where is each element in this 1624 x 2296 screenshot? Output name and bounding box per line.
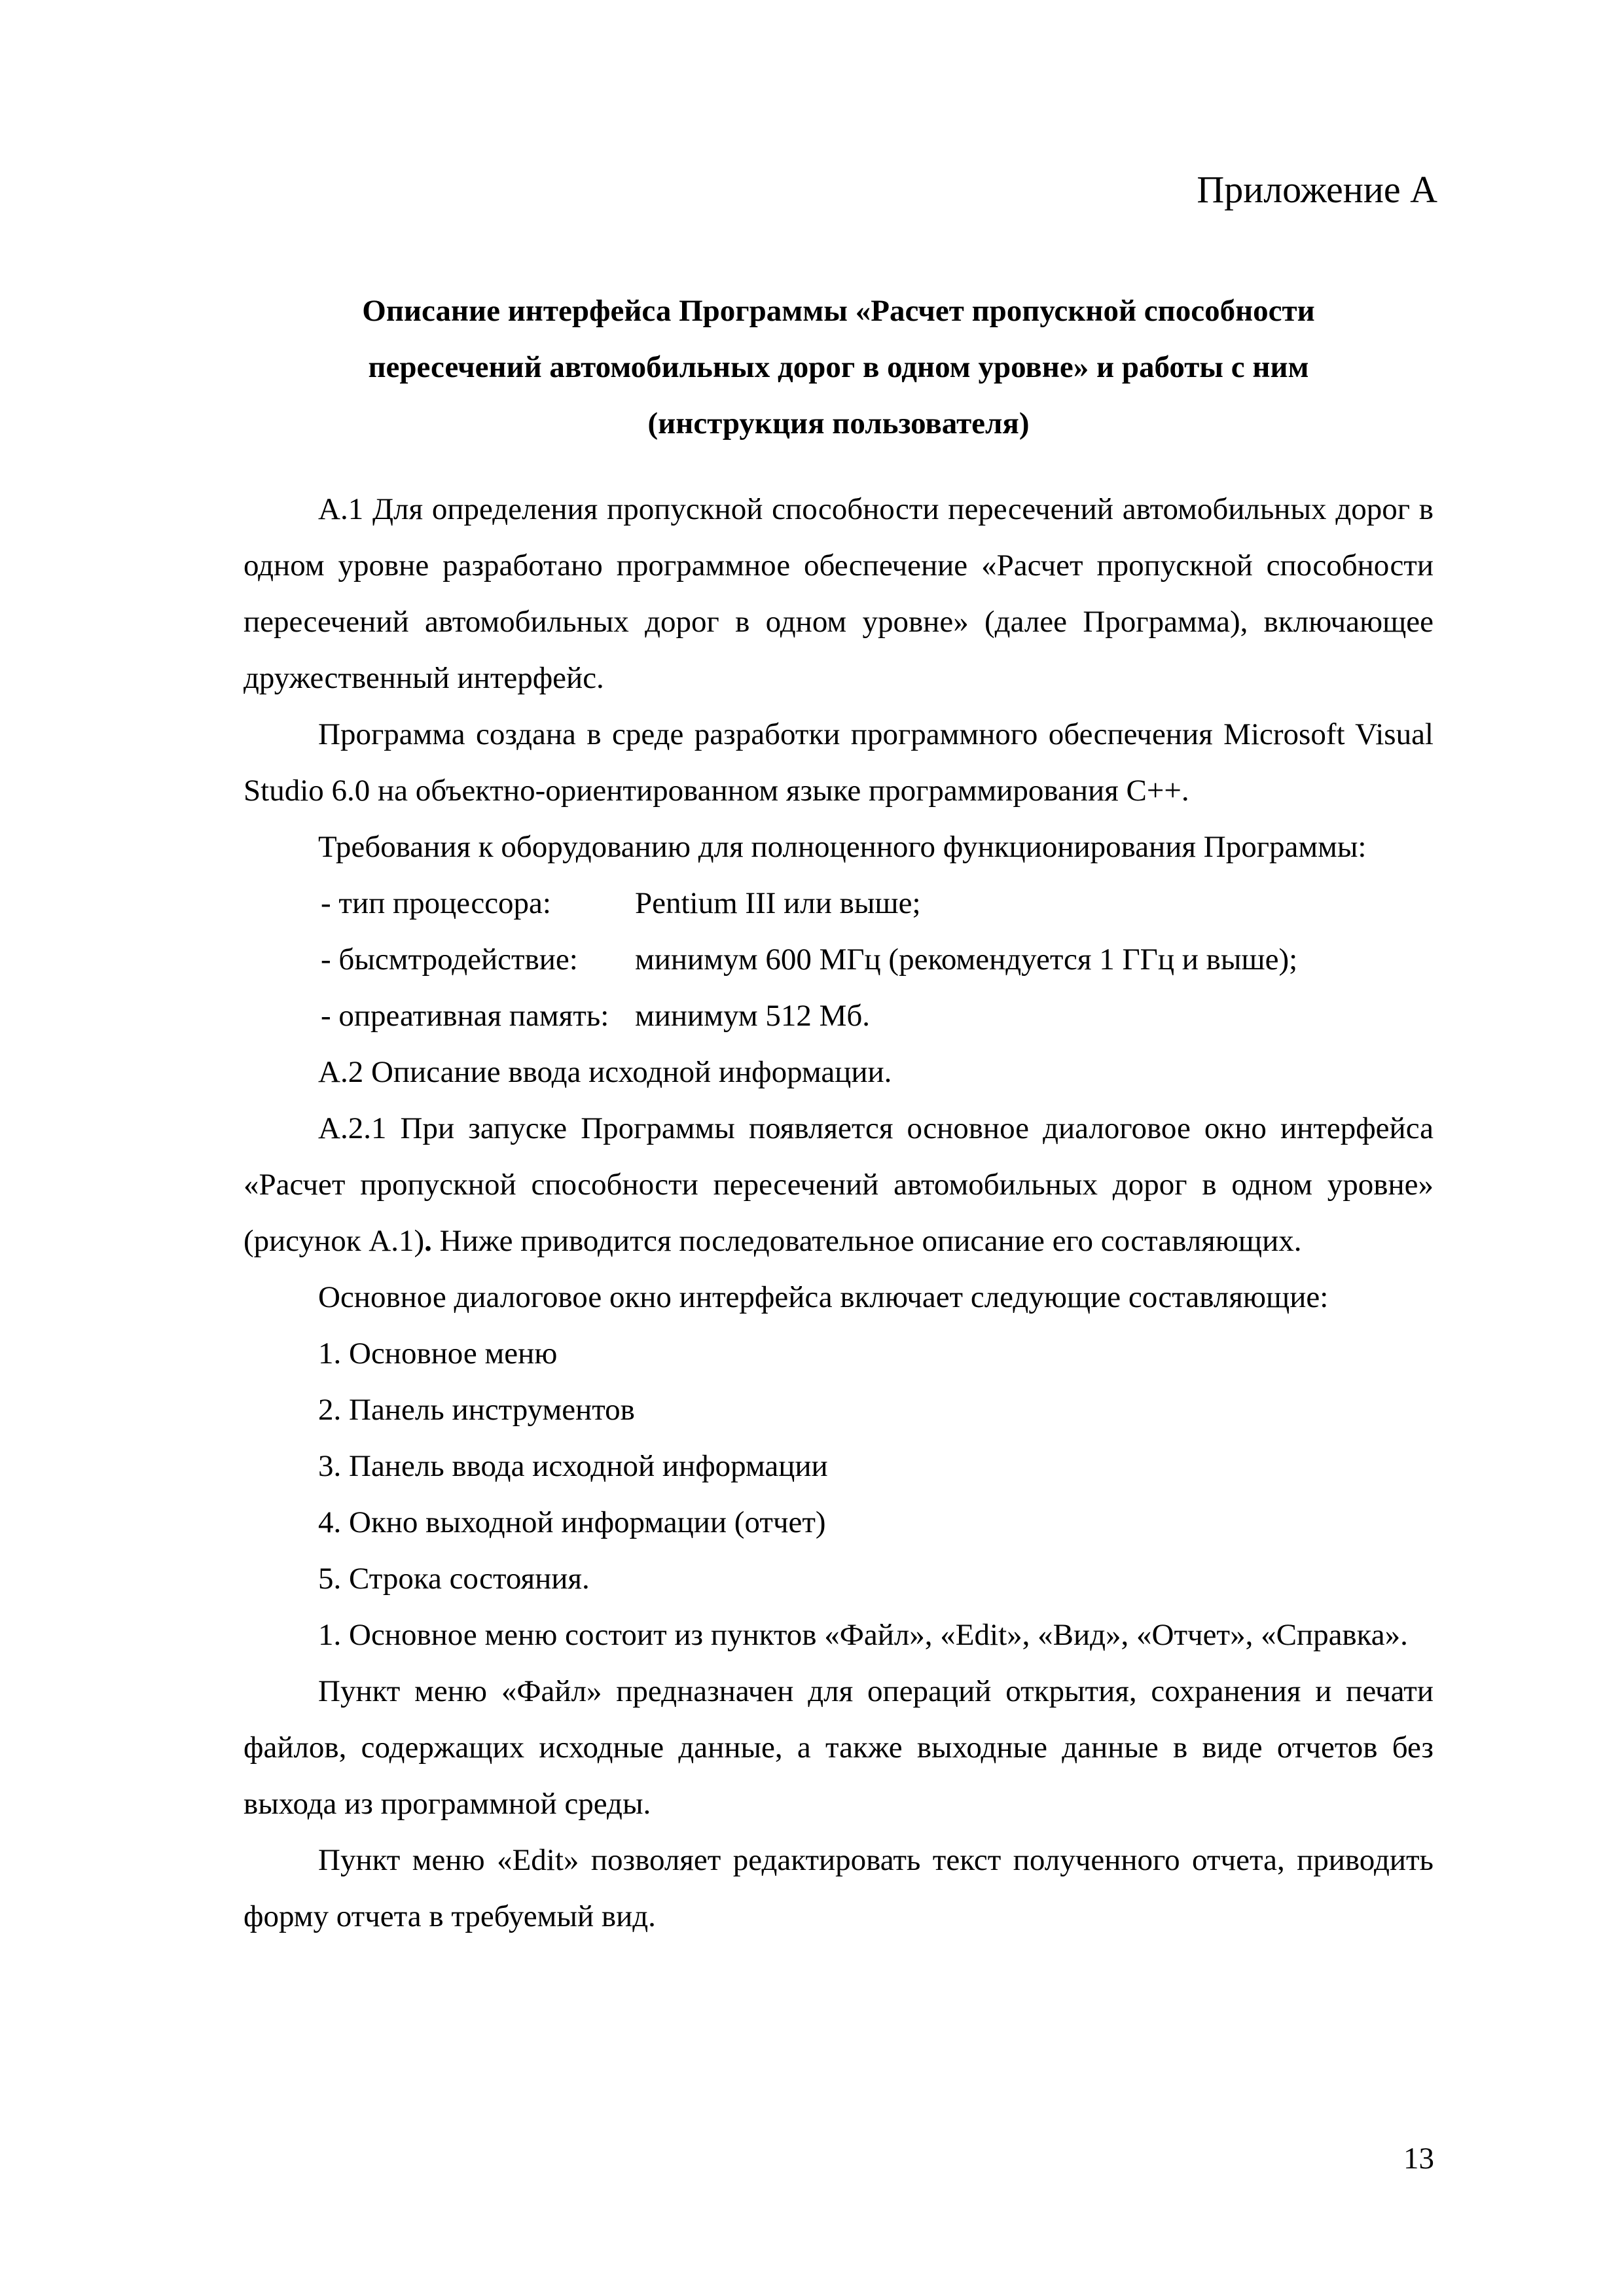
requirement-value: Pentium III или выше; — [635, 886, 921, 920]
paragraph-program: Программа создана в среде разработки программного обеспечения Microsoft Visual Studio 6.0 на объектно-ориентированном языке программирования С++. — [244, 717, 1434, 808]
title-line: пересечений автомобильных дорог в одном уровне» и работы с ним — [368, 350, 1309, 384]
paragraph-file-menu: Пункт меню «Файл» предназначен для операций открытия, сохранения и печати файлов, содержащих исходные данные, а также выходные данные в виде отчетов без выхода из программной среды. — [244, 1674, 1434, 1821]
requirement-value: минимум 512 Мб. — [635, 999, 871, 1033]
requirement-item — [244, 931, 1434, 988]
requirement-item — [244, 875, 1434, 931]
component-item: 3. Панель ввода исходной информации — [318, 1449, 828, 1483]
paragraph-a21 — [244, 1100, 1434, 1269]
component-item: 5. Строка состояния. — [318, 1562, 590, 1596]
component-item: 4. Окно выходной информации (отчет) — [318, 1505, 826, 1539]
document-title — [244, 283, 1434, 452]
title-line: (инструкция пользователя) — [647, 406, 1030, 440]
component-item: 1. Основное меню — [318, 1336, 558, 1371]
appendix-label: Приложение А — [1197, 168, 1437, 211]
paragraph-window-includes: Основное диалоговое окно интерфейса включает следующие составляющие: — [318, 1280, 1329, 1314]
paragraph-a2: А.2 Описание ввода исходной информации. — [318, 1055, 892, 1089]
requirement-value: минимум 600 МГц (рекомендуется 1 ГГц и выше); — [635, 942, 1298, 977]
requirement-key: - бысмтродействие: — [321, 942, 578, 977]
component-item: 2. Панель инструментов — [318, 1393, 635, 1427]
requirement-item — [244, 988, 1434, 1044]
paragraph-menu-items: 1. Основное меню состоит из пунктов «Файл», «Edit», «Вид», «Отчет», «Справка». — [318, 1618, 1408, 1652]
page-number: 13 — [1403, 2142, 1434, 2176]
paragraph-a21-dot: . — [424, 1224, 432, 1258]
paragraph-requirements: Требования к оборудованию для полноценного функционирования Программы: — [318, 830, 1367, 864]
requirement-key: - тип процессора: — [321, 886, 551, 920]
document-body — [244, 481, 1434, 1945]
paragraph-a1: А.1 Для определения пропускной способности пересечений автомобильных дорог в одном уровне разработано программное обеспечение «Расчет пропускной способности пересечений автомобильных дорог в одном уровне» (далее Программа), включающее дружественный интерфейс. — [244, 492, 1434, 695]
requirement-key: - опреативная память: — [321, 999, 609, 1033]
title-line: Описание интерфейса Программы «Расчет пропускной способности — [362, 294, 1315, 328]
paragraph-a21-end: Ниже приводится последовательное описание его составляющих. — [431, 1224, 1302, 1258]
paragraph-a21-start: А.2.1 При запуске Программы появляется основное диалоговое окно интерфейса «Расчет пропускной способности пересечений автомобильных дорог в одном уровне» (рисунок А.1) — [244, 1111, 1434, 1258]
paragraph-edit-menu: Пункт меню «Edit» позволяет редактировать текст полученного отчета, приводить форму отчета в требуемый вид. — [244, 1843, 1434, 1933]
